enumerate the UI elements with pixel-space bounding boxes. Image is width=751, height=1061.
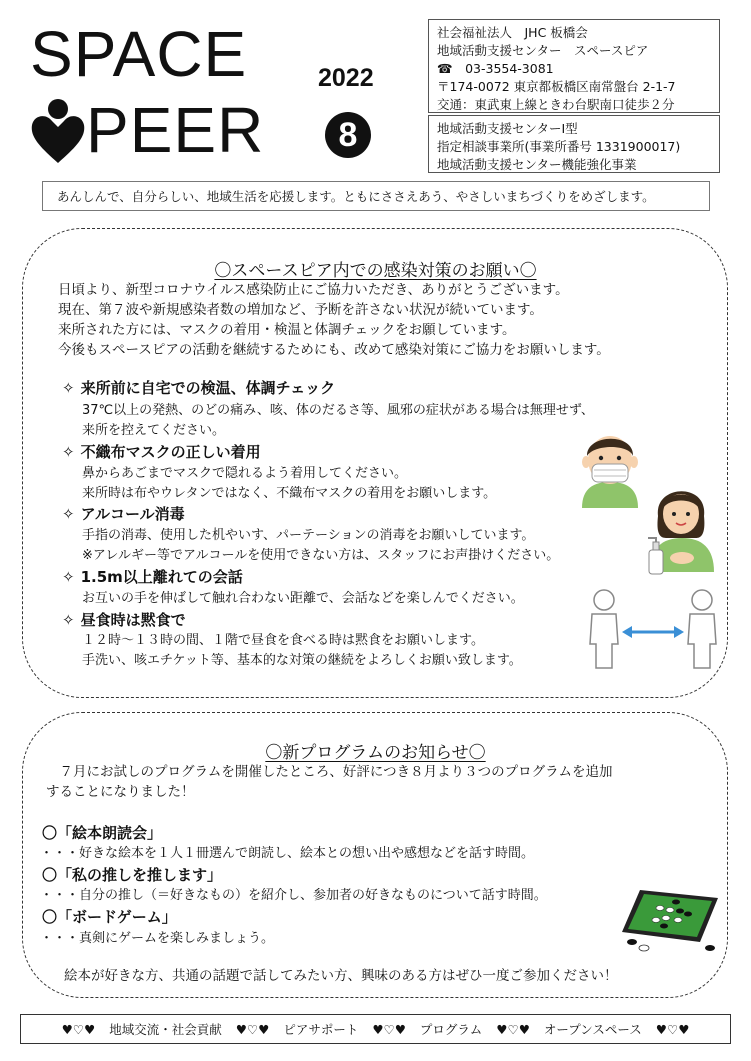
sparkle-icon: ✧: [62, 611, 75, 629]
newsletter-year: 2022: [318, 64, 374, 92]
logo-peer: PEER: [86, 94, 265, 166]
sanitizer-bottle-icon: [646, 536, 666, 576]
item-mask: ✧ 不織布マスクの正しい着用: [62, 443, 261, 461]
infection-intro: 日頃より、新型コロナウイルス感染防止にご協力いただき、ありがとうございます。 現在、第７波や新規感染者数の増加など、予断を許さない状況が続いています。 来所された方には、マスクの着用・検温と体調チェックをお願しています。 今後もスペースピアの活動を継続するためにも、改めて感染対策にご協力をお願いします。: [58, 282, 610, 358]
footer-item: 地域交流・社会貢献: [109, 1022, 222, 1037]
footer-banner: [20, 1014, 731, 1044]
sparkle-icon: ✧: [62, 379, 75, 397]
hearts-decoration: ♥♡♥: [655, 1022, 690, 1037]
social-distance-illustration: [586, 588, 720, 670]
service-info-box: [428, 115, 720, 173]
sparkle-icon: ✧: [62, 505, 75, 523]
item-silent-lunch: ✧ 昼食時は黙食で: [62, 611, 186, 629]
masked-man-illustration: [574, 426, 646, 508]
sparkle-icon: ✧: [62, 568, 75, 586]
item-mask-body: 鼻からあごまでマスクで隠れるよう着用してください。 来所時は布やウレタンではなく、不織布マスクの着用をお願いします。: [82, 466, 497, 501]
program-board-game-body: ・・・真剣にゲームを楽しみましょう。: [40, 931, 275, 946]
board-game-icon: [620, 880, 720, 954]
item-distance-body: お互いの手を伸ばして触れ合わない距離で、会話などを楽しんでください。: [82, 591, 524, 606]
org-info-line: 社会福祉法人 JHC 板橋会: [437, 25, 588, 40]
program-board-game: 〇「ボードゲーム」: [42, 908, 177, 926]
org-info-box: [428, 19, 720, 113]
item-temperature-check: ✧ 来所前に自宅での検温、体調チェック: [62, 379, 336, 397]
hearts-decoration: ♥♡♥: [496, 1022, 530, 1037]
heart-person-icon: [30, 97, 86, 165]
programs-closing: 絵本が好きな方、共通の話題で話してみたい方、興味のある方はぜひ一度ご参加ください！: [64, 968, 618, 984]
footer-item: ピアサポート: [283, 1022, 359, 1037]
hearts-decoration: ♥♡♥: [61, 1022, 96, 1037]
service-info-line: 指定相談事業所(事業所番号 1331900017): [437, 139, 681, 154]
logo-space: SPACE: [30, 18, 248, 90]
hearts-decoration: ♥♡♥: [235, 1022, 270, 1037]
hearts-decoration: ♥♡♥: [372, 1022, 406, 1037]
item-distance: ✧ 1.5m以上離れての会話: [62, 568, 243, 586]
program-picture-book-body: ・・・好きな絵本を１人１冊選んで朗読し、絵本との想い出や感想などを話す時間。: [40, 846, 535, 861]
service-info-line: 地域活動支援センター機能強化事業: [437, 157, 637, 172]
item-silent-lunch-body: １２時～１３時の間、１階で昼食を食べる時は黙食をお願いします。 手洗い、咳エチケット等、基本的な対策の継続をよろしくお願い致します。: [82, 633, 522, 668]
org-info-line: 交通：東武東上線ときわ台駅南口徒歩２分: [437, 97, 675, 112]
sparkle-icon: ✧: [62, 443, 75, 461]
footer-item: オープンスペース: [543, 1022, 642, 1037]
footer-item: プログラム: [419, 1022, 483, 1037]
org-info-line: 地域活動支援センター スペースピア: [437, 43, 649, 58]
program-oshi-body: ・・・自分の推し（＝好きなもの）を紹介し、参加者の好きなものについて話す時間。: [40, 888, 547, 903]
infection-title: 〇スペースピア内での感染対策のお願い〇: [214, 261, 537, 281]
item-alcohol: ✧ アルコール消毒: [62, 505, 185, 523]
item-alcohol-body: 手指の消毒、使用した机やいす、パーテーションの消毒をお願いしています。 ※アレルギー等でアルコールを使用できない方は、スタッフにお声掛けください。: [82, 528, 560, 563]
program-picture-book: 〇「絵本朗読会」: [42, 824, 163, 842]
service-info-line: 地域活動支援センターⅠ型: [437, 121, 578, 136]
programs-title: 〇新プログラムのお知らせ〇: [265, 743, 486, 763]
org-info-line: ☎ 03-3554-3081: [437, 61, 554, 76]
program-oshi: 〇「私の推しを推します」: [42, 866, 223, 884]
item-temperature-body: 37℃以上の発熱、のどの痛み、咳、体のだるさ等、風邪の症状がある場合は無理せず、 来所を控えてください。: [82, 403, 594, 438]
issue-month-badge: 8: [325, 112, 371, 158]
motto-banner: あんしんで、自分らしい、地域生活を応援します。ともにささえあう、やさしいまちづくりをめざします。: [42, 181, 710, 211]
org-info-line: 〒174-0072 東京都板橋区南常盤台 2-1-7: [437, 79, 676, 94]
programs-intro: ７月にお試しのプログラムを開催したところ、好評につき８月より３つのプログラムを追加 することになりました！: [46, 764, 613, 800]
